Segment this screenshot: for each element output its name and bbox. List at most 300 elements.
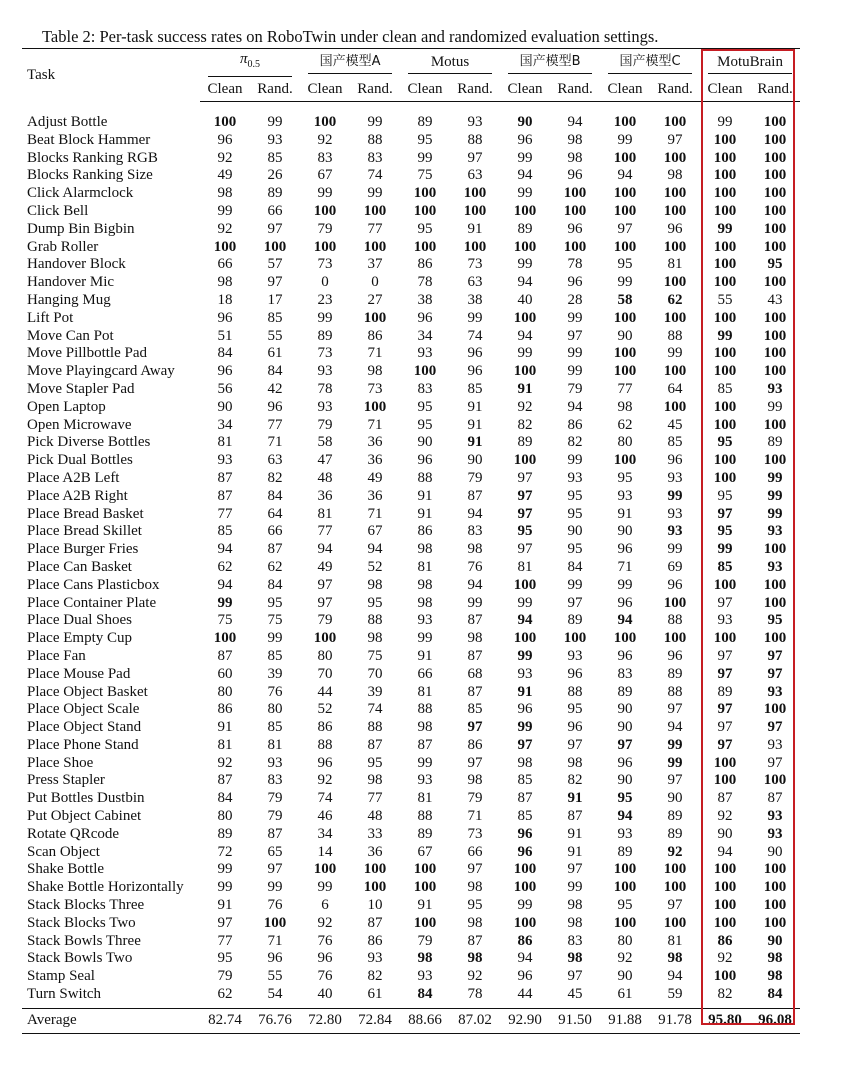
score-cell: 44 xyxy=(317,683,333,700)
score-cell: 87 xyxy=(767,790,783,807)
score-cell: 100 xyxy=(763,202,787,219)
table-row xyxy=(22,666,800,684)
score-cell: 64 xyxy=(267,505,283,522)
score-cell: 100 xyxy=(763,772,787,789)
score-cell: 95 xyxy=(567,505,583,522)
score-cell: 14 xyxy=(317,843,333,860)
score-cell: 100 xyxy=(763,131,787,148)
score-cell: 79 xyxy=(317,612,333,629)
score-cell: 76 xyxy=(317,932,333,949)
score-cell: 77 xyxy=(367,790,383,807)
score-cell: 99 xyxy=(717,220,733,237)
score-cell: 100 xyxy=(663,594,687,611)
table-row xyxy=(22,470,800,488)
score-cell: 78 xyxy=(467,986,483,1003)
score-cell: 99 xyxy=(517,185,533,202)
table-row xyxy=(22,684,800,702)
score-cell: 83 xyxy=(617,665,633,682)
score-cell: 100 xyxy=(663,363,687,380)
score-cell: 95 xyxy=(617,790,633,807)
score-cell: 95 xyxy=(617,897,633,914)
average-cell: 91.78 xyxy=(650,1008,700,1033)
score-cell: 98 xyxy=(567,131,583,148)
score-cell: 74 xyxy=(467,327,483,344)
score-cell: 99 xyxy=(267,879,283,896)
score-cell: 100 xyxy=(213,114,237,130)
score-cell: 99 xyxy=(467,594,483,611)
task-name-cell: Pick Dual Bottles xyxy=(27,452,133,469)
score-cell: 82 xyxy=(717,986,733,1003)
score-cell: 81 xyxy=(417,683,433,700)
score-cell: 87 xyxy=(717,790,733,807)
score-cell: 97 xyxy=(467,719,483,736)
table-row xyxy=(22,719,800,737)
score-cell: 98 xyxy=(417,950,433,967)
score-cell: 91 xyxy=(467,398,483,415)
score-cell: 92 xyxy=(317,772,333,789)
score-cell: 71 xyxy=(467,808,483,825)
subheader-rand: Rand. xyxy=(750,77,800,102)
score-cell: 99 xyxy=(567,452,583,469)
score-cell: 81 xyxy=(417,558,433,575)
score-cell: 62 xyxy=(267,558,283,575)
score-cell: 71 xyxy=(367,345,383,362)
table-row xyxy=(22,844,800,862)
score-cell: 93 xyxy=(767,558,783,575)
score-cell: 76 xyxy=(467,558,483,575)
score-cell: 73 xyxy=(467,825,483,842)
score-cell: 98 xyxy=(667,950,683,967)
score-cell: 74 xyxy=(367,167,383,184)
pi-symbol: π xyxy=(240,51,248,67)
score-cell: 82 xyxy=(567,772,583,789)
score-cell: 91 xyxy=(217,719,233,736)
score-cell: 81 xyxy=(517,558,533,575)
score-cell: 61 xyxy=(267,345,283,362)
score-cell: 91 xyxy=(567,825,583,842)
score-cell: 95 xyxy=(517,523,533,540)
score-cell: 70 xyxy=(317,665,333,682)
table-row xyxy=(22,185,800,203)
score-cell: 100 xyxy=(613,114,637,130)
score-cell: 91 xyxy=(417,897,433,914)
score-cell: 93 xyxy=(767,380,783,397)
score-cell: 96 xyxy=(317,950,333,967)
table-row xyxy=(22,345,800,363)
score-cell: 100 xyxy=(613,363,637,380)
score-cell: 80 xyxy=(617,434,633,451)
task-name-cell: Grab Roller xyxy=(27,238,99,255)
task-name-cell: Put Object Cabinet xyxy=(27,808,142,825)
score-cell: 38 xyxy=(467,291,483,308)
task-name-cell: Adjust Bottle xyxy=(27,113,108,130)
score-cell: 55 xyxy=(267,327,283,344)
score-cell: 95 xyxy=(717,523,733,540)
score-cell: 98 xyxy=(417,594,433,611)
table-row xyxy=(22,203,800,221)
score-cell: 99 xyxy=(267,630,283,647)
score-cell: 95 xyxy=(717,434,733,451)
score-cell: 100 xyxy=(663,861,687,878)
score-cell: 62 xyxy=(217,986,233,1003)
score-cell: 100 xyxy=(563,185,587,202)
score-cell: 99 xyxy=(517,647,533,664)
average-cell: 92.90 xyxy=(500,1008,550,1033)
score-cell: 86 xyxy=(567,416,583,433)
score-cell: 83 xyxy=(417,380,433,397)
score-cell: 82 xyxy=(367,968,383,985)
table-row xyxy=(22,523,800,541)
score-cell: 100 xyxy=(613,202,637,219)
score-cell: 79 xyxy=(317,416,333,433)
score-cell: 99 xyxy=(317,879,333,896)
score-cell: 54 xyxy=(267,986,283,1003)
task-name-cell: Rotate QRcode xyxy=(27,825,120,842)
score-cell: 72 xyxy=(217,843,233,860)
average-label: Average xyxy=(22,1008,200,1033)
score-cell: 90 xyxy=(617,327,633,344)
score-cell: 71 xyxy=(617,558,633,575)
score-cell: 90 xyxy=(567,523,583,540)
score-cell: 71 xyxy=(367,416,383,433)
score-cell: 93 xyxy=(767,808,783,825)
score-cell: 70 xyxy=(367,665,383,682)
score-cell: 92 xyxy=(317,131,333,148)
score-cell: 100 xyxy=(263,238,287,255)
score-cell: 82 xyxy=(567,434,583,451)
task-name-cell: Click Bell xyxy=(27,202,89,219)
score-cell: 93 xyxy=(317,398,333,415)
task-name-cell: Turn Switch xyxy=(27,986,102,1003)
score-cell: 96 xyxy=(617,647,633,664)
subheader-clean: Clean xyxy=(700,77,750,102)
score-cell: 100 xyxy=(663,630,687,647)
score-cell: 73 xyxy=(317,256,333,273)
score-cell: 87 xyxy=(467,932,483,949)
score-cell: 93 xyxy=(767,736,783,753)
average-cell: 76.76 xyxy=(250,1008,300,1033)
score-cell: 100 xyxy=(613,345,637,362)
score-cell: 87 xyxy=(267,825,283,842)
score-cell: 94 xyxy=(517,274,533,291)
score-cell: 96 xyxy=(467,345,483,362)
score-cell: 80 xyxy=(317,647,333,664)
score-cell: 66 xyxy=(467,843,483,860)
score-cell: 96 xyxy=(217,131,233,148)
score-cell: 84 xyxy=(217,790,233,807)
table-row xyxy=(22,102,800,132)
table-row xyxy=(22,506,800,524)
score-cell: 75 xyxy=(217,612,233,629)
score-cell: 97 xyxy=(767,647,783,664)
score-cell: 99 xyxy=(667,736,683,753)
score-cell: 85 xyxy=(467,701,483,718)
task-name-cell: Place Container Plate xyxy=(27,594,157,611)
score-cell: 88 xyxy=(367,612,383,629)
score-cell: 99 xyxy=(467,309,483,326)
task-name-cell: Move Playingcard Away xyxy=(27,363,175,380)
score-cell: 91 xyxy=(217,897,233,914)
score-cell: 81 xyxy=(667,932,683,949)
score-cell: 97 xyxy=(767,719,783,736)
table-row xyxy=(22,150,800,168)
score-cell: 98 xyxy=(217,274,233,291)
score-cell: 97 xyxy=(317,576,333,593)
score-cell: 61 xyxy=(617,986,633,1003)
score-cell: 93 xyxy=(667,523,683,540)
score-cell: 100 xyxy=(413,879,437,896)
score-cell: 93 xyxy=(667,505,683,522)
score-cell: 86 xyxy=(367,932,383,949)
score-cell: 95 xyxy=(617,469,633,486)
task-name-cell: Shake Bottle xyxy=(27,861,105,878)
score-cell: 83 xyxy=(567,932,583,949)
group-header-model-a: 国产模型A xyxy=(300,49,400,78)
score-cell: 100 xyxy=(513,879,537,896)
score-cell: 98 xyxy=(367,630,383,647)
score-cell: 62 xyxy=(217,558,233,575)
score-cell: 68 xyxy=(467,665,483,682)
score-cell: 96 xyxy=(417,309,433,326)
score-cell: 85 xyxy=(267,719,283,736)
score-cell: 91 xyxy=(467,434,483,451)
score-cell: 89 xyxy=(517,220,533,237)
score-cell: 90 xyxy=(617,701,633,718)
score-cell: 62 xyxy=(617,416,633,433)
score-cell: 100 xyxy=(763,363,787,380)
score-cell: 46 xyxy=(317,808,333,825)
score-cell: 85 xyxy=(267,149,283,166)
score-cell: 76 xyxy=(267,897,283,914)
task-name-cell: Place Bread Skillet xyxy=(27,523,142,540)
score-cell: 98 xyxy=(417,576,433,593)
score-cell: 99 xyxy=(617,131,633,148)
score-cell: 100 xyxy=(763,914,787,931)
score-cell: 36 xyxy=(367,843,383,860)
score-cell: 88 xyxy=(667,612,683,629)
score-cell: 96 xyxy=(517,131,533,148)
score-cell: 99 xyxy=(617,576,633,593)
score-cell: 95 xyxy=(567,487,583,504)
average-cell: 96.08 xyxy=(750,1008,800,1033)
score-cell: 90 xyxy=(617,523,633,540)
score-cell: 100 xyxy=(663,238,687,255)
score-cell: 98 xyxy=(467,541,483,558)
score-cell: 89 xyxy=(317,327,333,344)
score-cell: 98 xyxy=(567,950,583,967)
score-cell: 100 xyxy=(613,185,637,202)
score-cell: 100 xyxy=(213,630,237,647)
task-name-cell: Place Shoe xyxy=(27,754,94,771)
score-cell: 40 xyxy=(517,291,533,308)
score-cell: 74 xyxy=(317,790,333,807)
score-cell: 94 xyxy=(667,968,683,985)
table-row xyxy=(22,826,800,844)
score-cell: 97 xyxy=(567,327,583,344)
score-cell: 98 xyxy=(567,897,583,914)
score-cell: 66 xyxy=(417,665,433,682)
score-cell: 100 xyxy=(663,114,687,130)
table-row xyxy=(22,737,800,755)
task-name-cell: Stack Bowls Three xyxy=(27,932,141,949)
score-cell: 94 xyxy=(617,167,633,184)
score-cell: 100 xyxy=(313,238,337,255)
task-name-cell: Move Can Pot xyxy=(27,327,114,344)
score-cell: 100 xyxy=(313,861,337,878)
score-cell: 98 xyxy=(467,772,483,789)
score-cell: 100 xyxy=(563,630,587,647)
score-cell: 87 xyxy=(417,736,433,753)
score-cell: 97 xyxy=(567,968,583,985)
subheader-clean: Clean xyxy=(400,77,450,102)
score-cell: 100 xyxy=(763,345,787,362)
subheader-rand: Rand. xyxy=(350,77,400,102)
score-cell: 100 xyxy=(463,185,487,202)
score-cell: 99 xyxy=(767,487,783,504)
score-cell: 100 xyxy=(613,879,637,896)
score-cell: 86 xyxy=(417,523,433,540)
score-cell: 100 xyxy=(613,238,637,255)
table-row xyxy=(22,274,800,292)
score-cell: 100 xyxy=(713,202,737,219)
score-cell: 89 xyxy=(767,434,783,451)
score-cell: 99 xyxy=(667,541,683,558)
score-cell: 93 xyxy=(317,363,333,380)
task-name-cell: Put Bottles Dustbin xyxy=(27,790,145,807)
score-cell: 48 xyxy=(367,808,383,825)
average-cell: 82.74 xyxy=(200,1008,250,1033)
score-cell: 97 xyxy=(267,220,283,237)
score-cell: 81 xyxy=(317,505,333,522)
score-cell: 44 xyxy=(517,986,533,1003)
task-name-cell: Stack Blocks Three xyxy=(27,897,145,914)
score-cell: 87 xyxy=(467,683,483,700)
score-cell: 78 xyxy=(317,380,333,397)
score-cell: 98 xyxy=(467,914,483,931)
score-cell: 87 xyxy=(467,647,483,664)
score-cell: 66 xyxy=(217,256,233,273)
score-cell: 63 xyxy=(467,167,483,184)
score-cell: 88 xyxy=(667,327,683,344)
score-cell: 100 xyxy=(663,274,687,291)
table-row xyxy=(22,986,800,1008)
score-cell: 47 xyxy=(317,452,333,469)
table-row xyxy=(22,328,800,346)
score-cell: 98 xyxy=(367,772,383,789)
score-cell: 36 xyxy=(367,452,383,469)
score-cell: 92 xyxy=(317,914,333,931)
score-cell: 94 xyxy=(517,167,533,184)
score-cell: 39 xyxy=(267,665,283,682)
score-cell: 80 xyxy=(217,808,233,825)
group-header-motus: Motus xyxy=(400,49,500,78)
score-cell: 99 xyxy=(517,897,533,914)
score-cell: 84 xyxy=(217,345,233,362)
score-cell: 99 xyxy=(517,345,533,362)
score-cell: 93 xyxy=(617,487,633,504)
score-cell: 90 xyxy=(517,114,533,130)
score-cell: 100 xyxy=(713,345,737,362)
score-cell: 94 xyxy=(517,612,533,629)
subheader-clean: Clean xyxy=(200,77,250,102)
score-cell: 92 xyxy=(717,950,733,967)
score-cell: 93 xyxy=(617,825,633,842)
task-name-cell: Blocks Ranking Size xyxy=(27,167,153,184)
score-cell: 94 xyxy=(317,541,333,558)
score-cell: 95 xyxy=(267,594,283,611)
score-cell: 98 xyxy=(617,398,633,415)
pi-subscript: 0.5 xyxy=(247,59,261,70)
score-cell: 59 xyxy=(667,986,683,1003)
score-cell: 81 xyxy=(217,434,233,451)
score-cell: 100 xyxy=(763,149,787,166)
score-cell: 99 xyxy=(667,754,683,771)
score-cell: 100 xyxy=(713,630,737,647)
score-cell: 79 xyxy=(417,932,433,949)
table-row xyxy=(22,968,800,986)
score-cell: 66 xyxy=(267,202,283,219)
score-cell: 88 xyxy=(567,683,583,700)
table-body xyxy=(22,102,800,1009)
score-cell: 97 xyxy=(567,736,583,753)
task-name-cell: Handover Block xyxy=(27,256,126,273)
score-cell: 81 xyxy=(267,736,283,753)
score-cell: 99 xyxy=(717,327,733,344)
group-header-motubrain: MotuBrain xyxy=(700,49,800,78)
score-cell: 100 xyxy=(363,398,387,415)
score-cell: 36 xyxy=(317,487,333,504)
score-cell: 100 xyxy=(263,914,287,931)
score-cell: 99 xyxy=(417,754,433,771)
score-cell: 0 xyxy=(321,274,329,291)
task-name-cell: Stamp Seal xyxy=(27,968,95,985)
score-cell: 100 xyxy=(513,914,537,931)
score-cell: 85 xyxy=(667,434,683,451)
score-cell: 100 xyxy=(513,363,537,380)
score-cell: 92 xyxy=(217,754,233,771)
score-cell: 97 xyxy=(717,665,733,682)
score-cell: 83 xyxy=(267,772,283,789)
score-cell: 79 xyxy=(467,469,483,486)
score-cell: 99 xyxy=(767,469,783,486)
score-cell: 100 xyxy=(313,202,337,219)
task-name-cell: Scan Object xyxy=(27,843,100,860)
score-cell: 95 xyxy=(417,220,433,237)
score-cell: 99 xyxy=(317,309,333,326)
task-name-cell: Place Fan xyxy=(27,647,86,664)
score-cell: 89 xyxy=(667,665,683,682)
score-cell: 90 xyxy=(467,452,483,469)
score-cell: 93 xyxy=(367,950,383,967)
score-cell: 94 xyxy=(567,114,583,130)
score-cell: 95 xyxy=(767,256,783,273)
score-cell: 96 xyxy=(617,754,633,771)
score-cell: 60 xyxy=(217,665,233,682)
score-cell: 98 xyxy=(467,630,483,647)
task-name-cell: Press Stapler xyxy=(27,772,105,789)
score-cell: 98 xyxy=(567,914,583,931)
score-cell: 80 xyxy=(617,932,633,949)
score-cell: 96 xyxy=(567,274,583,291)
score-cell: 40 xyxy=(317,986,333,1003)
score-cell: 99 xyxy=(567,879,583,896)
score-cell: 80 xyxy=(217,683,233,700)
table-row xyxy=(22,167,800,185)
score-cell: 97 xyxy=(517,505,533,522)
score-cell: 96 xyxy=(567,220,583,237)
score-cell: 77 xyxy=(617,380,633,397)
score-cell: 99 xyxy=(267,114,283,130)
